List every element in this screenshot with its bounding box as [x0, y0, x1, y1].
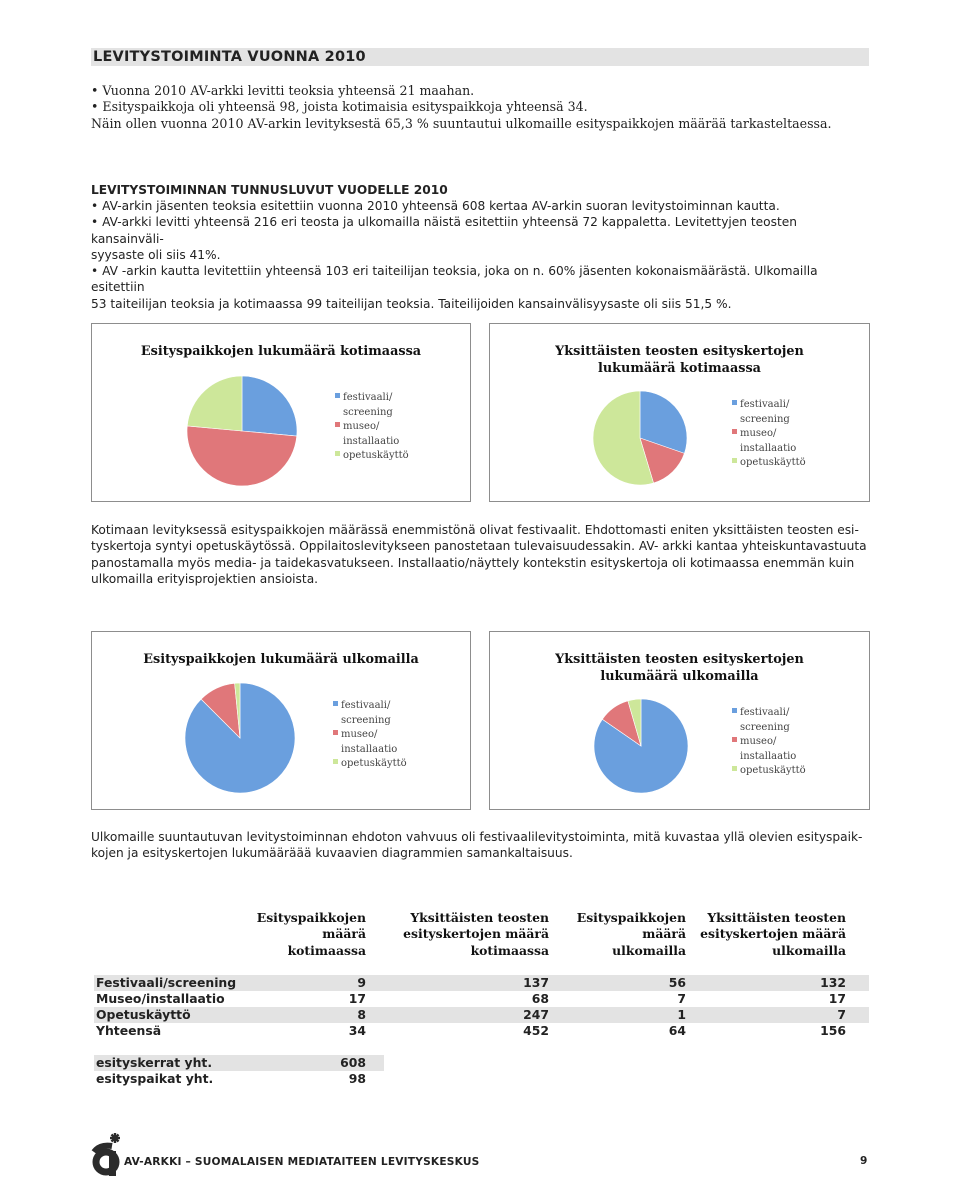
- cell-value: 9: [357, 975, 366, 990]
- foreign-commentary: [91, 829, 871, 862]
- chart-legend: [732, 398, 806, 471]
- pie-slice-museo: [187, 426, 297, 486]
- chart-title: [490, 652, 869, 685]
- legend-swatch: [333, 730, 338, 735]
- pie-chart: [590, 388, 690, 488]
- cell-value: 137: [523, 975, 549, 990]
- cell-value: 56: [668, 975, 686, 990]
- intro-line: • Esityspaikkoja oli yhteensä 98, joista kotimaisia esityspaikkoja yhteensä 34.: [91, 99, 588, 115]
- intro-paragraph: [91, 83, 871, 132]
- table-header: Esityspaikkojen määrä ulkomailla: [576, 910, 686, 958]
- chart-domestic-venues: [91, 323, 471, 502]
- cell-value: 68: [531, 991, 549, 1006]
- chart-title: [92, 344, 470, 361]
- legend-swatch: [335, 451, 340, 456]
- row-label: Museo/installaatio: [96, 991, 225, 1006]
- footer-text: AV-ARKKI – SUOMALAISEN MEDIATAITEEN LEVITYSKESKUS: [124, 1156, 480, 1168]
- cell-value: 156: [820, 1023, 846, 1038]
- chart-title-line: Yksittäisten teosten esityskertojen: [555, 652, 804, 667]
- legend-swatch: [732, 737, 737, 742]
- totals-row: [94, 1055, 384, 1071]
- commentary-line: kojen ja esityskertojen lukumääräää kuvaavien diagrammien samankaltaisuus.: [91, 846, 573, 861]
- intro-line: • Vuonna 2010 AV-arkki levitti teoksia yhteensä 21 maahan.: [91, 83, 475, 98]
- legend-swatch: [732, 458, 737, 463]
- table-row: [94, 975, 869, 991]
- chart-title-line: Yksittäisten teosten esityskertojen: [555, 344, 804, 359]
- legend-swatch: [732, 708, 737, 713]
- cell-value: 1: [677, 1007, 686, 1022]
- legend-item: opetuskäyttö: [335, 449, 409, 464]
- table-row: [94, 991, 869, 1007]
- chart-title-line: lukumäärä ulkomailla: [600, 668, 759, 684]
- legend-swatch: [333, 759, 338, 764]
- table-header: Yksittäisten teosten esityskertojen määrä ulkomailla: [700, 910, 846, 958]
- chart-legend: [732, 706, 806, 779]
- chart-legend: [335, 391, 409, 464]
- commentary-line: Ulkomaille suuntautuvan levitystoiminnan ehdoton vahvuus oli festivaalilevitystoiminta, mitä kuvastaa yllä olevien esityspaik-: [91, 830, 863, 844]
- chart-title: [92, 652, 470, 669]
- key-figure-line: 53 taiteilijan teoksia ja kotimaassa 99 taiteilijan teoksia. Taiteilijoiden kansainvälisyysaste oli siis 51,5 %.: [91, 296, 732, 311]
- key-figure-line: • AV -arkin kautta levitettiin yhteensä 103 eri taiteilijan teoksia, joka on n. 60% jäsenten kokonaismäärästä. Ulkomailla esitettiin: [91, 264, 818, 295]
- table-row: [94, 1023, 869, 1039]
- legend-item: museo/ installaatio: [732, 427, 806, 456]
- key-figure-line: • AV-arkin jäsenten teoksia esitettiin vuonna 2010 yhteensä 608 kertaa AV-arkin suoran levitystoiminnan kautta.: [91, 199, 780, 213]
- row-label: esityskerrat yht.: [96, 1055, 213, 1070]
- chart-legend: [333, 699, 407, 772]
- pie-chart: [180, 681, 300, 801]
- legend-item: museo/ installaatio: [333, 728, 407, 757]
- legend-item: opetuskäyttö: [732, 764, 806, 779]
- pie-chart: [182, 374, 302, 494]
- legend-swatch: [335, 393, 340, 398]
- domestic-commentary: [91, 522, 871, 587]
- chart-title-line: Esityspaikkojen lukumäärä kotimaassa: [140, 344, 422, 359]
- legend-swatch: [732, 766, 737, 771]
- row-label: Festivaali/screening: [96, 975, 237, 990]
- chart-foreign-screenings: [489, 631, 870, 810]
- page-heading: LEVITYSTOIMINTA VUONNA 2010: [93, 49, 366, 65]
- cell-value: 17: [828, 991, 846, 1006]
- cell-value: 98: [348, 1071, 366, 1086]
- legend-item: opetuskäyttö: [333, 757, 407, 772]
- key-figure-line: syysaste oli siis 41%.: [91, 247, 221, 262]
- commentary-line: tyskertoja syntyi opetuskäytössä. Oppilaitoslevitykseen panostetaan tulevaisuudessakin. AV- arkki kantaa yhteiskuntavastuuta: [91, 539, 867, 554]
- chart-foreign-venues: [91, 631, 471, 810]
- cell-value: 8: [357, 1007, 366, 1022]
- cell-value: 7: [677, 991, 686, 1006]
- legend-item: festivaali/ screening: [732, 398, 806, 427]
- pie-slice-opetus: [187, 376, 242, 431]
- commentary-line: panostamalla myös media- ja taidekasvatukseen. Installaatio/näyttely kontekstin esityskertoja oli kotimaassa enemmän kuin: [91, 555, 855, 570]
- cell-value: 64: [668, 1023, 686, 1038]
- legend-item: festivaali/ screening: [335, 391, 409, 420]
- av-arkki-logo: [90, 1132, 122, 1178]
- legend-swatch: [732, 429, 737, 434]
- legend-item: festivaali/ screening: [732, 706, 806, 735]
- cell-value: 247: [523, 1007, 549, 1022]
- row-label: Yhteensä: [96, 1023, 162, 1038]
- cell-value: 608: [340, 1055, 366, 1070]
- cell-value: 452: [523, 1023, 549, 1038]
- intro-line: Näin ollen vuonna 2010 AV-arkin levityksestä 65,3 % suuntautui ulkomaille esityspaikkojen määrää tarkasteltaessa.: [91, 115, 832, 131]
- commentary-line: ulkomailla erityisprojektien ansioista.: [91, 571, 319, 586]
- row-label: Opetuskäyttö: [96, 1007, 191, 1022]
- chart-title-line: lukumäärä kotimaassa: [598, 360, 761, 376]
- key-figures-title: LEVITYSTOIMINNAN TUNNUSLUVUT VUODELLE 2010: [91, 183, 448, 197]
- legend-item: opetuskäyttö: [732, 456, 806, 471]
- commentary-line: Kotimaan levityksessä esityspaikkojen määrässä enemmistönä olivat festivaalit. Ehdottomasti eniten yksittäisten teosten esi-: [91, 523, 859, 537]
- legend-swatch: [333, 701, 338, 706]
- totals-row: [94, 1071, 384, 1087]
- legend-item: festivaali/ screening: [333, 699, 407, 728]
- cell-value: 7: [837, 1007, 846, 1022]
- chart-title-line: Esityspaikkojen lukumäärä ulkomailla: [143, 652, 419, 667]
- pie-slice-festivaali: [242, 376, 297, 436]
- legend-item: museo/ installaatio: [335, 420, 409, 449]
- pie-chart: [591, 696, 691, 796]
- legend-swatch: [335, 422, 340, 427]
- legend-item: museo/ installaatio: [732, 735, 806, 764]
- table-header: Esityspaikkojen määrä kotimaassa: [256, 910, 366, 958]
- cell-value: 132: [820, 975, 846, 990]
- row-label: esityspaikat yht.: [96, 1071, 214, 1086]
- chart-domestic-screenings: [489, 323, 870, 502]
- cell-value: 34: [348, 1023, 366, 1038]
- table-row: [94, 1007, 869, 1023]
- key-figure-line: • AV-arkki levitti yhteensä 216 eri teosta ja ulkomailla näistä esitettiin yhteensä 72 kappaletta. Levitettyjen teosten kansainväli-: [91, 215, 797, 246]
- key-figures-list: [91, 198, 871, 312]
- page-number: 9: [860, 1155, 868, 1167]
- cell-value: 17: [348, 991, 366, 1006]
- table-header: Yksittäisten teosten esityskertojen määrä kotimaassa: [403, 910, 549, 958]
- legend-swatch: [732, 400, 737, 405]
- chart-title: [490, 344, 869, 377]
